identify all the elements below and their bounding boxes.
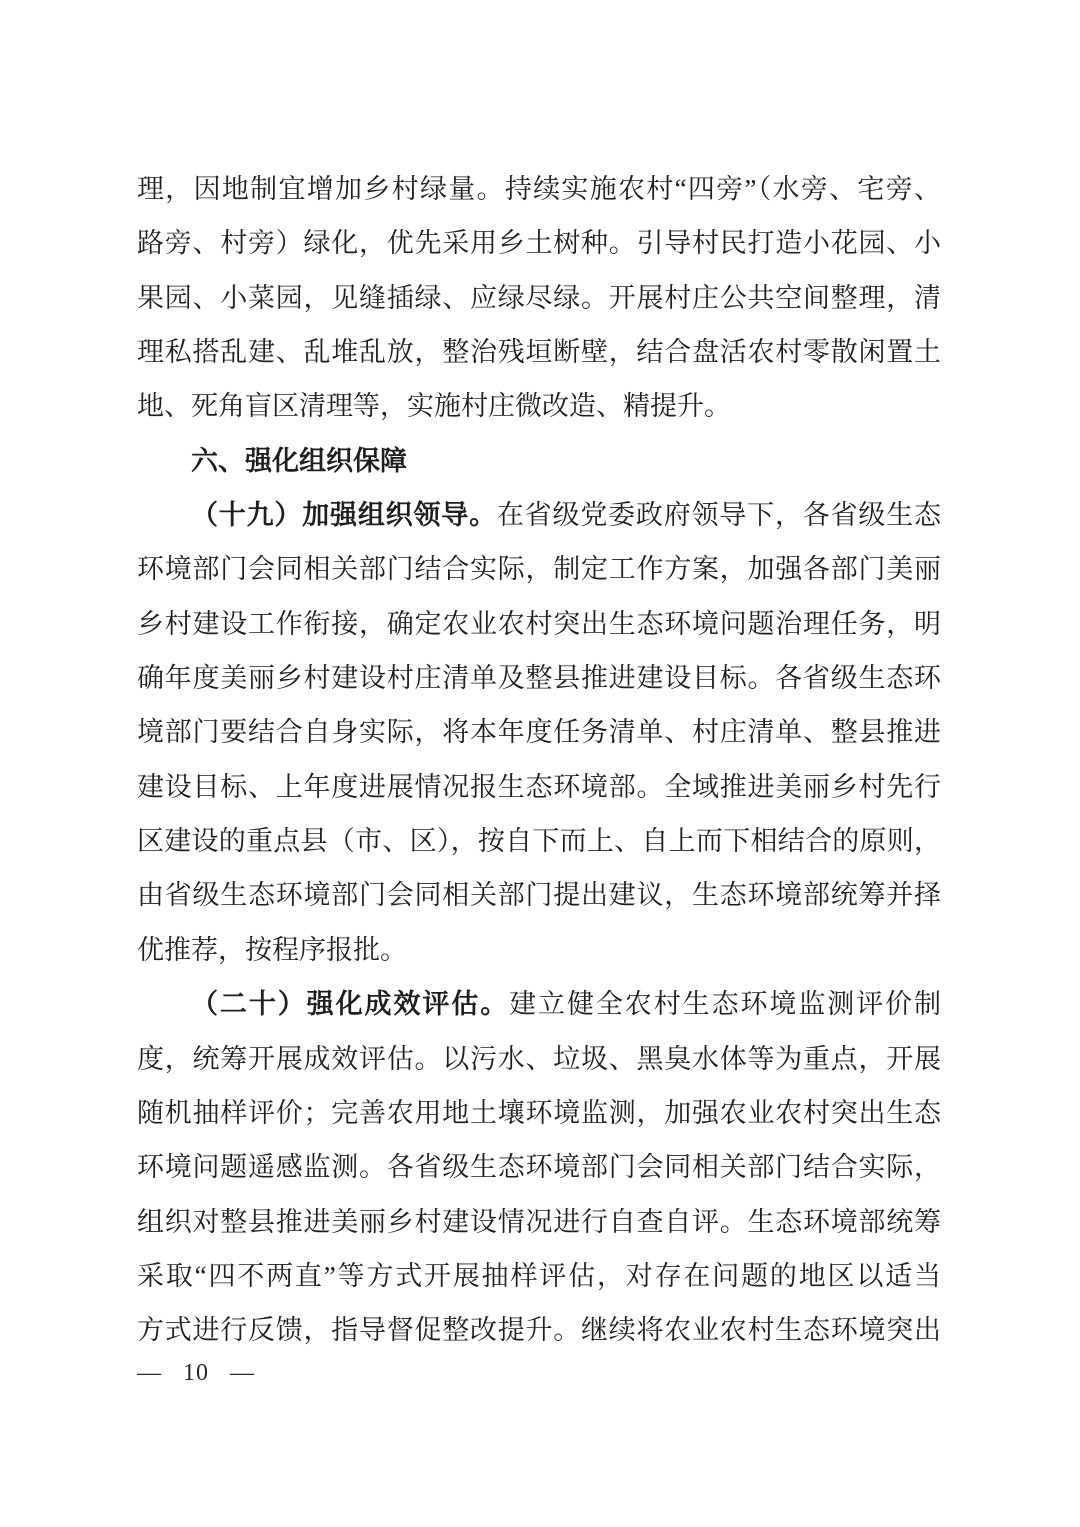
text-line <box>137 868 941 922</box>
text-line <box>137 597 941 651</box>
text-segment: 度，统筹开展成效评估。以污水、垃圾、黑臭水体等为重点，开展 <box>137 1043 941 1074</box>
text-line <box>137 1086 941 1140</box>
text-line <box>137 488 941 542</box>
text-segment: 区建设的重点县（市、区），按自下而上、自上而下相结合的原则， <box>137 826 941 857</box>
text-line <box>137 1303 941 1357</box>
text-segment: 理，因地制宜增加乡村绿量。持续实施农村“四旁”（水旁、宅旁、 <box>137 174 941 204</box>
text-segment: 优推荐，按程序报批。 <box>137 934 407 965</box>
heading-line <box>137 434 941 488</box>
text-line <box>137 542 941 596</box>
text-line <box>137 216 941 270</box>
text-segment: 路旁、村旁）绿化，优先采用乡土树种。引导村民打造小花园、小 <box>137 228 941 259</box>
text-line <box>137 379 941 433</box>
text-segment: 果园、小菜园，见缝插绿、应绿尽绿。开展村庄公共空间整理，清 <box>137 282 941 313</box>
bold-text-segment: （十九）加强组织领导。 <box>191 500 497 531</box>
bold-text-segment: （二十）强化成效评估。 <box>191 989 510 1020</box>
text-segment: 地、死角盲区清理等，实施村庄微改造、精提升。 <box>137 391 731 422</box>
text-segment: 由省级生态环境部门会同相关部门提出建议，生态环境部统筹并择 <box>137 880 941 911</box>
text-segment: 随机抽样评价；完善农用地土壤环境监测，加强农业农村突出生态 <box>137 1097 941 1128</box>
text-segment: 环境部门会同相关部门结合实际，制定工作方案，加强各部门美丽 <box>137 554 941 585</box>
text-segment: 乡村建设工作衔接，确定农业农村突出生态环境问题治理任务，明 <box>137 608 941 639</box>
text-segment: 建立健全农村生态环境监测评价制 <box>509 989 941 1020</box>
text-line <box>137 271 941 325</box>
text-line <box>137 1249 941 1303</box>
bold-text-segment: 六、强化组织保障 <box>191 445 407 476</box>
page-number: — 10 — <box>137 1360 255 1386</box>
text-line <box>137 705 941 759</box>
text-line <box>137 814 941 868</box>
text-segment: 采取“四不两直”等方式开展抽样评估，对存在问题的地区以适当 <box>137 1260 941 1291</box>
text-line <box>137 651 941 705</box>
text-segment: 建设目标、上年度进展情况报生态环境部。全域推进美丽乡村先行 <box>137 771 941 802</box>
text-segment: 境部门要结合自身实际，将本年度任务清单、村庄清单、整县推进 <box>137 717 941 748</box>
text-line <box>137 760 941 814</box>
text-segment: 方式进行反馈，指导督促整改提升。继续将农业农村生态环境突出 <box>137 1315 941 1346</box>
text-line <box>137 1032 941 1086</box>
text-line <box>137 162 941 216</box>
text-segment: 确年度美丽乡村建设村庄清单及整县推进建设目标。各省级生态环 <box>137 663 941 694</box>
document-body <box>137 162 941 1358</box>
text-segment: 组织对整县推进美丽乡村建设情况进行自查自评。生态环境部统筹 <box>137 1206 941 1237</box>
text-segment: 环境问题遥感监测。各省级生态环境部门会同相关部门结合实际， <box>137 1152 941 1183</box>
text-line <box>137 977 941 1031</box>
text-line <box>137 1140 941 1194</box>
text-line <box>137 325 941 379</box>
text-line <box>137 923 941 977</box>
text-segment: 理私搭乱建、乱堆乱放，整治残垣断壁，结合盘活农村零散闲置土 <box>137 337 941 368</box>
text-segment: 在省级党委政府领导下，各省级生态 <box>496 500 941 531</box>
text-line <box>137 1195 941 1249</box>
